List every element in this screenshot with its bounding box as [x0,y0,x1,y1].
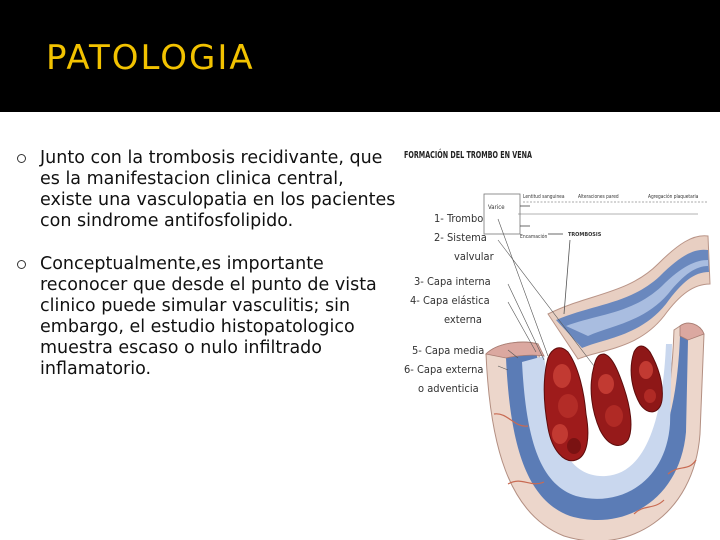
bullet-list [0,148,400,402]
legend [404,212,495,395]
vein-cutaway [486,219,710,540]
legend-item: 3- Capa interna [414,275,491,288]
bullet-item [0,254,400,380]
illustration-heading: FORMACIÓN DEL TROMBO EN VENA [404,150,575,161]
slide-content [0,112,720,540]
legend-item: externa [444,313,482,326]
bullet-item [0,148,400,232]
legend-item: o adventicia [418,382,479,395]
flow-diagram [484,193,708,240]
flow-label-3: Agregación plaquetaria [648,195,699,200]
thrombus-illustration [398,144,714,540]
flow-label-2: Alteraciones pared [578,195,619,200]
thrombus-clot [544,346,662,461]
box-left-top: Varice [488,204,505,211]
legend-item: 2- Sistema [434,231,487,244]
box-left-bottom: Encamación [520,234,548,240]
bullet-text: Conceptualmente,es importante reconocer que desde el punto de vista clinico puede simular vasculitis; sin embargo, el estudio histopatologico muestra escaso o nulo infiltrado inflamatorio. [40,254,377,379]
legend-item: 1- Trombo [434,212,484,225]
legend-item: 6- Capa externa [404,363,484,376]
slide-title: PATOLOGIA [46,38,255,78]
legend-item: valvular [454,250,494,263]
flow-label-1: Lentitud sanguinea [523,195,565,200]
bullet-text: Junto con la trombosis recidivante, que es la manifestacion clinica central, existe una vasculopatia en los pacientes con sindrome antifosfolipido. [40,148,396,231]
bullet-circle-icon [17,260,26,269]
legend-item: 5- Capa media [412,344,485,357]
legend-item: 4- Capa elástica [410,294,490,307]
bullet-circle-icon [17,154,26,163]
box-right: TROMBOSIS [568,232,602,238]
